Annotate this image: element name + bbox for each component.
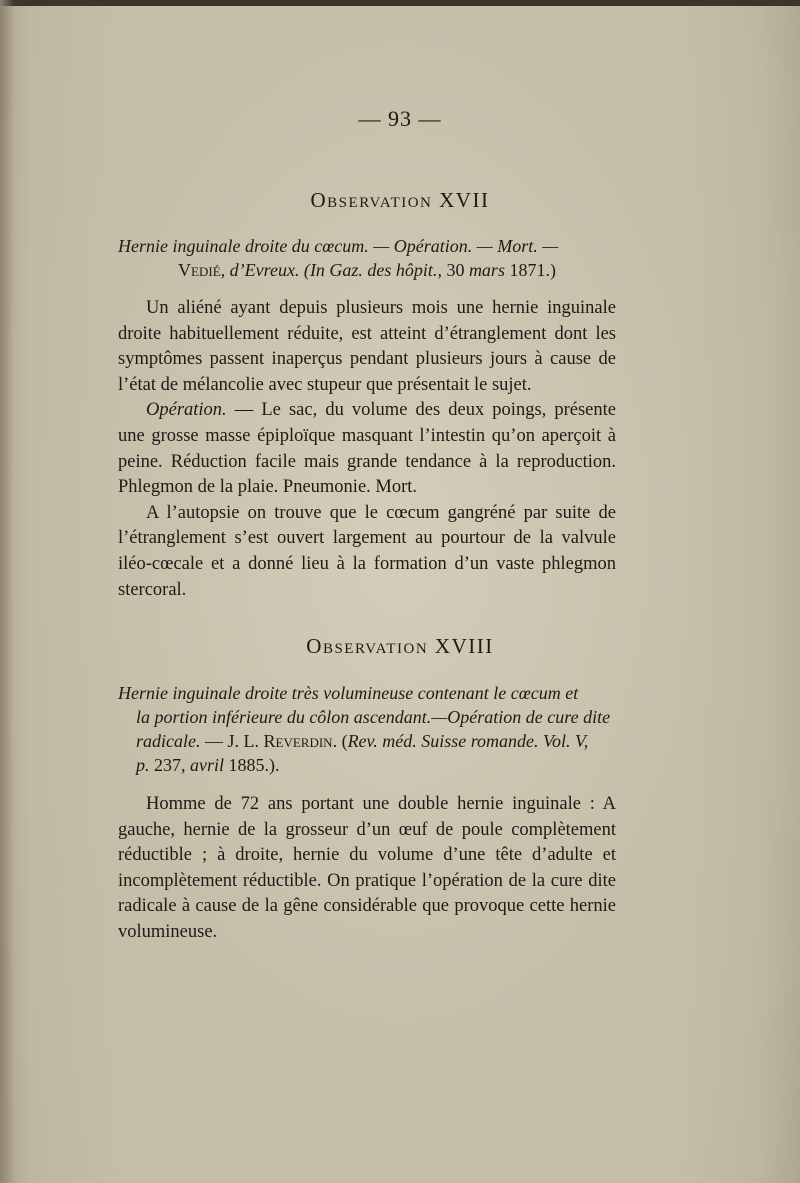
observation-18-body [118, 792, 616, 946]
observation-17-source-sep: , d’Evreux. ( [220, 260, 310, 280]
observation-18-title-line-2 [118, 705, 616, 729]
observation-18-citation [118, 681, 616, 777]
observation-17-author: Vedié [178, 260, 221, 280]
observation-18-year: 1885.). [224, 755, 280, 775]
observation-17-title: Hernie inguinale droite du cœcum. — Opération. — Mort. — [118, 236, 559, 256]
page-top-edge [0, 0, 800, 6]
observation-18-title-line-2-text: la portion inférieure du côlon ascendant.—Opération de cure dite [136, 707, 611, 727]
observation-18-title-line-4 [118, 753, 616, 777]
page-left-shadow [0, 0, 14, 1183]
observation-18-title-line-3 [118, 729, 616, 753]
observation-18-page: 237, [149, 755, 190, 775]
observation-17-journal: In Gaz. des hôpit. [309, 260, 438, 280]
observation-18-page-label: p. [136, 755, 150, 775]
observation-18-title-end: radicale. [136, 731, 201, 751]
observation-17-source [118, 258, 616, 282]
observation-18-heading: Observation XVIII [306, 634, 494, 658]
observation-17-paragraph-3: A l’autopsie on trouve que le cœcum gangréné par suite de l’étranglement s’est ouvert largement au pourtour de la valvule iléo-cœcale et a donné lieu à la formation d’un vaste phlegmon stercoral. [118, 502, 616, 600]
observation-18-paren: . ( [332, 731, 348, 751]
observation-17-date-month: mars [468, 260, 505, 280]
observation-18-month: avril [190, 755, 224, 775]
observation-18-journal: Rev. méd. Suisse romande. Vol. V, [347, 731, 589, 751]
observation-17-paragraph-2-text: Le sac, du volume des deux poings, présente une grosse masse épiploïque masquant l’intestin qu’on aperçoit à peine. Réduction facile mais grande tendance à la reproduction. Phlegmon de la plaie. Pneumonie. Mort. [118, 400, 616, 498]
observation-18-sep: — J. L. [200, 731, 264, 751]
observation-17-heading: Observation XVII [310, 188, 490, 212]
observation-17-paragraph-2: Opération. — Le sac, du volume des deux poings, présente une grosse masse épiploïque masquant l’intestin qu’on aperçoit à peine. Réduction facile mais grande tendance à la reproduction. Phlegmon de la plaie. Pneumonie. Mort. [118, 400, 616, 498]
operation-label: Opération. [146, 400, 227, 421]
observation-18-author: Reverdin [263, 731, 333, 751]
observation-17-date-year: 1871.) [504, 260, 556, 280]
observation-17-citation [118, 234, 616, 282]
observation-18-title-line-1: Hernie inguinale droite très volumineuse contenant le cœcum et [118, 683, 579, 703]
page-number: — 93 — [358, 106, 442, 131]
observation-17-date-day: , 30 [437, 260, 469, 280]
observation-17-body [118, 296, 616, 603]
observation-18-paragraph-1: Homme de 72 ans portant une double hernie inguinale : A gauche, hernie de la grosseur d’un œuf de poule complètement réductible ; à droite, hernie du volume d’une tête d’adulte et incomplètement réductible. On pratique l’opération de la cure dite radicale à cause de la gêne considérable que provoque cette hernie volumineuse. [118, 794, 616, 942]
observation-17-paragraph-1: Un aliéné ayant depuis plusieurs mois une hernie inguinale droite habituellement réduite, est atteint d’étranglement dont les symptômes passent inaperçus pendant plusieurs jours à cause de l’état de mélancolie avec stupeur que présentait le sujet. [118, 298, 616, 395]
